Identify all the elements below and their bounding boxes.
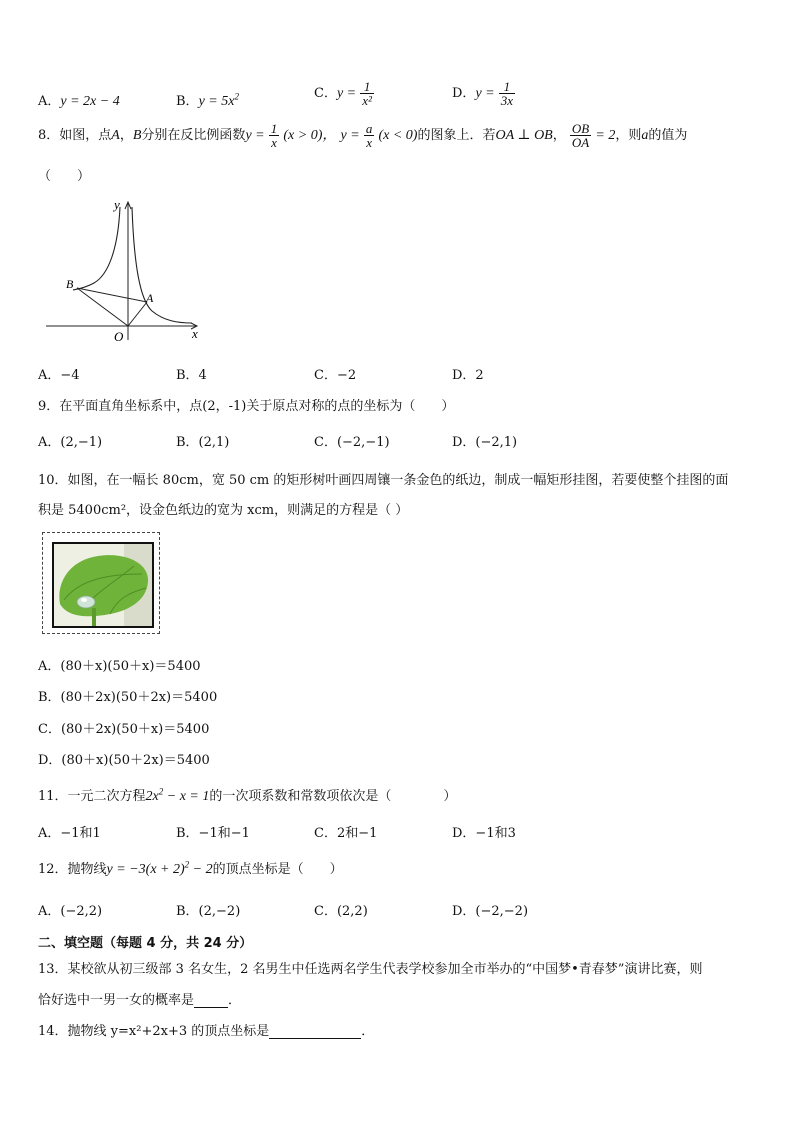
q13-stem-line2: 恰好选中一男一女的概率是 ． xyxy=(38,993,242,1008)
section-title-fill-in: 二、填空题（每题 4 分，共 24 分） xyxy=(38,936,253,951)
q11-option-b: B．−1和−1 xyxy=(176,826,250,841)
q10-stem-line1: 10．如图，在一幅长 80cm，宽 50 cm 的矩形树叶画四周镶一条金色的纸边，制成一幅矩形挂图，若要使整个挂图的面 xyxy=(38,473,729,488)
q14-answer-blank[interactable] xyxy=(269,1026,361,1039)
q12-option-b: B．(2,−2) xyxy=(176,904,241,919)
q8-option-d: D．2 xyxy=(452,368,484,383)
q7-option-c: C．y = $\frac{1}{\text{x²}}$ xyxy=(314,79,372,108)
q10-stem-line2: 积是 5400cm²，设金色纸边的宽为 xcm，则满足的方程是（ ） xyxy=(38,503,409,518)
q12-option-a: A．(−2,2) xyxy=(38,904,103,919)
graph-label-a: A xyxy=(146,291,154,305)
graph-label-y: y xyxy=(114,197,120,212)
graph-label-origin: O xyxy=(114,329,124,344)
q14-stem: 14．抛物线 y=x²+2x+3 的顶点坐标是 ． xyxy=(38,1024,375,1039)
q12-option-d: D．(−2,−2) xyxy=(452,904,529,919)
framed-leaf-picture xyxy=(42,532,160,634)
q9-stem: 9．在平面直角坐标系中，点(2，-1)关于原点对称的点的坐标为（ ） xyxy=(38,399,455,414)
leaf-photo xyxy=(52,542,154,628)
q8-answer-paren: （ ） xyxy=(38,169,91,184)
q10-option-b: B．(80＋2x)(50＋2x)＝5400 xyxy=(38,690,218,705)
graph-label-b: B xyxy=(66,277,74,291)
q13-answer-blank[interactable] xyxy=(194,995,228,1008)
q10-option-c: C．(80＋2x)(50＋x)＝5400 xyxy=(38,722,210,737)
q11-stem: 11．一元二次方程$2x^2 - x = 1$的一次项系数和常数项依次是（ ） xyxy=(38,786,457,804)
q12-stem: 12．抛物线$y = -3(x + 2)^2 - 2$的顶点坐标是（ ） xyxy=(38,859,343,877)
q11-option-c: C．2和−1 xyxy=(314,826,378,841)
q8-option-b: B．4 xyxy=(176,368,207,383)
q12-option-c: C．(2,2) xyxy=(314,904,368,919)
q7-option-b: B．$y = 5x^2$ xyxy=(176,91,239,109)
q8-hyperbola-graph xyxy=(40,195,210,350)
q10-option-a: A．(80＋x)(50＋x)＝5400 xyxy=(38,659,201,674)
q11-option-a: A．−1和1 xyxy=(38,826,101,841)
q9-option-d: D．(−2,1) xyxy=(452,435,518,450)
q7-option-a: A．y = 2x − 4 xyxy=(38,94,120,109)
q8-option-c: C．−2 xyxy=(314,368,357,383)
q11-option-d: D．−1和3 xyxy=(452,826,516,841)
q9-option-a: A．(2,−1) xyxy=(38,435,103,450)
q13-stem-line1: 13．某校欲从初三级部 3 名女生，2 名男生中任选两名学生代表学校参加全市举办的“中国梦•青春梦”演讲比赛，则 xyxy=(38,962,703,977)
q8-stem: 8．如图，点A，B分别在反比例函数y = $\frac{1}{x}$ (x > 0)， y = $\frac{a}{x}$ (x < 0)的图象上．若OA ⊥ OB， $\frac{OB}{OA}$ = 2，则a的值为 xyxy=(38,121,688,150)
q7-option-d: D．y = $\frac{1}{3x}$ xyxy=(452,79,514,108)
q10-option-d: D．(80＋x)(50＋2x)＝5400 xyxy=(38,753,210,768)
q9-option-b: B．(2,1) xyxy=(176,435,230,450)
graph-label-x: x xyxy=(192,326,198,341)
q9-option-c: C．(−2,−1) xyxy=(314,435,390,450)
q8-option-a: A．−4 xyxy=(38,368,80,383)
